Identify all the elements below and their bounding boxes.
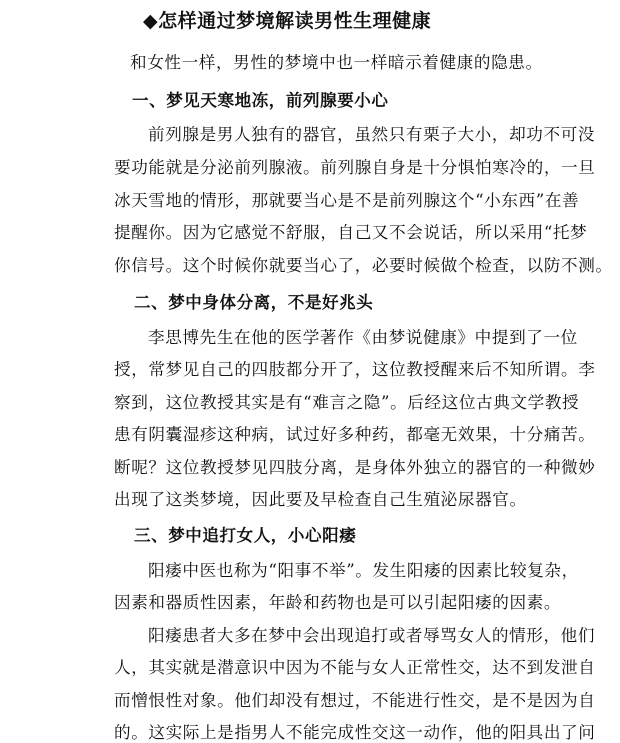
section3-line-1: 阳痿中医也称为“阳事不举”。发生阳痿的因素比较复杂， [148,561,579,580]
intro-paragraph: 和女性一样，男性的梦境中也一样暗示着健康的隐患。 [130,53,543,72]
section-heading-3: 三、梦中追打女人，小心阳痿 [134,526,357,545]
section3-line-6: 的。这实际上是指男人不能完成性交这一动作，他的阳具出了问 [114,723,596,742]
section2-line-1: 李思博先生在他的医学著作《由梦说健康》中提到了一位 [148,328,578,347]
section1-line-3: 冰天雪地的情形，那就要当心是不是前列腺这个“小东西”在善 [114,191,580,210]
section-heading-2: 二、梦中身体分离，不是好兆头 [134,293,374,312]
section1-line-1: 前列腺是男人独有的器官，虽然只有栗子大小，却功不可没 [148,125,596,144]
section3-line-5: 而憎恨性对象。他们却没有想过，不能进行性交，是不是因为自 [114,691,596,710]
section1-line-5: 你信号。这个时候你就要当心了，必要时候做个检查，以防不测。 [114,256,613,275]
section3-line-3: 阳痿患者大多在梦中会出现追打或者辱骂女人的情形，他们 [148,626,596,645]
section2-line-2: 授，常梦见自己的四肢都分开了，这位教授醒来后不知所谓。李 [114,360,596,379]
section3-line-2: 因素和器质性因素，年龄和药物也是可以引起阳痿的因素。 [114,593,562,612]
section-heading-1: 一、梦见天寒地冻，前列腺要小心 [132,91,389,110]
section2-line-4: 患有阴囊湿疹这种病，试过好多种药，都毫无效果，十分痛苦。 [114,425,596,444]
section2-line-5: 断呢？这位教授梦见四肢分离，是身体外独立的器官的一种微妙 [114,458,596,477]
section1-line-4: 提醒你。因为它感觉不舒服，自己又不会说话，所以采用“托梦 [114,223,588,242]
section2-line-3: 察到，这位教授其实是有“难言之隐”。后经这位古典文学教授 [114,393,580,412]
page-title: ◆怎样通过梦境解读男性生理健康 [143,10,432,32]
section2-line-6: 出现了这类梦境，因此要及早检查自己生殖泌尿器官。 [114,490,527,509]
section1-line-2: 要功能就是分泌前列腺液。前列腺自身是十分惧怕寒冷的，一旦 [114,158,596,177]
section3-line-4: 人，其实就是潜意识中因为不能与女人正常性交，达不到发泄自 [114,658,596,677]
